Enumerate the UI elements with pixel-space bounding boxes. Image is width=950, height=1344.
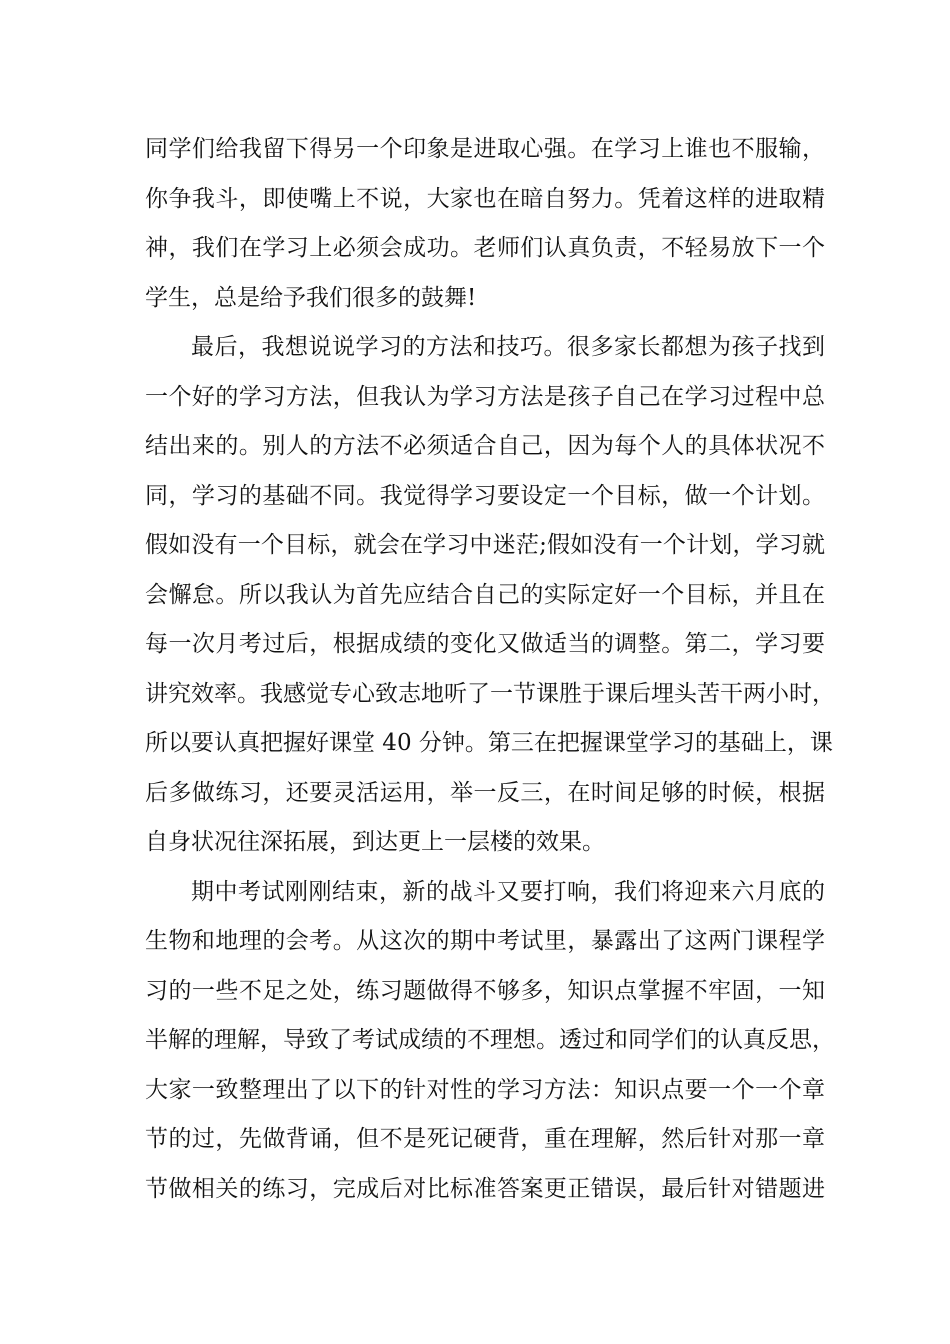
- body-text: [145, 125, 835, 1214]
- text-line: 节做相关的练习，完成后对比标准答案更正错误，最后针对错题进: [145, 1175, 825, 1202]
- text-line: 最后，我想说说学习的方法和技巧。很多家长都想为孩子找到: [191, 334, 825, 360]
- text-line: 后多做练习，还要灵活运用，举一反三，在时间足够的时候，根据: [145, 779, 825, 806]
- text-line: 同，学习的基础不同。我觉得学习要设定一个目标，做一个计划。: [145, 482, 825, 509]
- text-line: 自身状况往深拓展，到达更上一层楼的效果。: [145, 829, 605, 855]
- text-line: 生物和地理的会考。从这次的期中考试里，暴露出了这两门课程学: [145, 928, 825, 954]
- paragraph-3: [145, 868, 835, 1215]
- text-line: 每一次月考过后，根据成绩的变化又做适当的调整。第二，学习要: [145, 631, 825, 657]
- text-line: 习的一些不足之处，练习题做得不够多，知识点掌握不牢固，一知: [145, 977, 825, 1004]
- text-line: 节的过，先做背诵，但不是死记硬背，重在理解，然后针对那一章: [145, 1126, 825, 1152]
- text-line: 期中考试刚刚结束，新的战斗又要打响，我们将迎来六月底的: [191, 878, 825, 905]
- text-line: 学生，总是给予我们很多的鼓舞!: [145, 284, 477, 311]
- paragraph-2: [145, 323, 835, 868]
- text-line: 大家一致整理出了以下的针对性的学习方法：知识点要一个一个章: [145, 1076, 825, 1103]
- text-line: 一个好的学习方法，但我认为学习方法是孩子自己在学习过程中总: [145, 383, 825, 410]
- text-line: 同学们给我留下得另一个印象是进取心强。在学习上谁也不服输，: [145, 136, 825, 162]
- text-line: 神，我们在学习上必须会成功。老师们认真负责，不轻易放下一个: [145, 235, 825, 261]
- text-line: 你争我斗，即使嘴上不说，大家也在暗自努力。凭着这样的进取精: [145, 185, 825, 212]
- text-line: 讲究效率。我感觉专心致志地听了一节课胜于课后埋头苦干两小时，: [145, 680, 835, 707]
- text-line: 假如没有一个目标，就会在学习中迷茫;假如没有一个计划，学习就: [145, 532, 825, 558]
- text-line: 半解的理解，导致了考试成绩的不理想。透过和同学们的认真反思，: [145, 1027, 835, 1053]
- paragraph-1: [145, 125, 825, 323]
- text-line: 所以要认真把握好课堂 40 分钟。第三在把握课堂学习的基础上，课: [145, 730, 833, 756]
- text-line: 结出来的。别人的方法不必须适合自己，因为每个人的具体状况不: [145, 433, 825, 459]
- text-line: 会懈怠。所以我认为首先应结合自己的实际定好一个目标，并且在: [145, 581, 825, 608]
